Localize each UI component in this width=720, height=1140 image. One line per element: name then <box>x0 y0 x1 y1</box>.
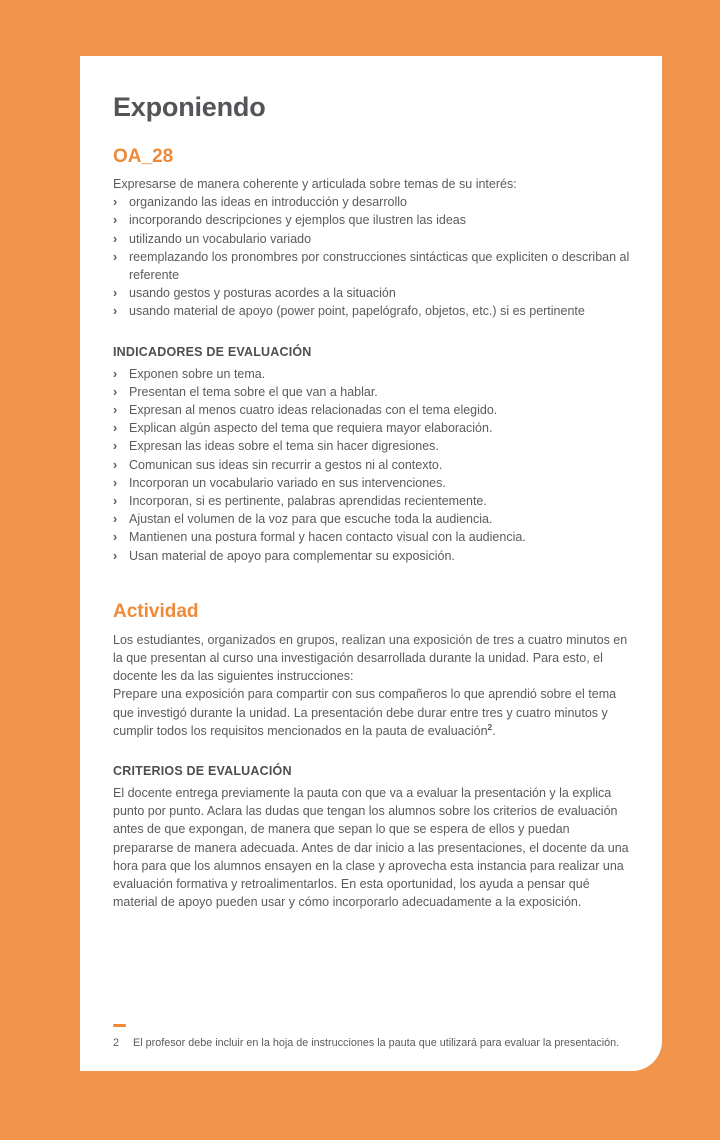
oa-intro: Expresarse de manera coherente y articulada sobre temas de su interés: <box>113 177 517 191</box>
bullet-text: Incorporan un vocabulario variado en sus intervenciones. <box>129 475 446 490</box>
bullet-marker: › <box>113 403 118 418</box>
bullet-text: usando material de apoyo (power point, papelógrafo, objetos, etc.) si es pertinente <box>129 304 585 319</box>
bullet-text: usando gestos y posturas acordes a la situación <box>129 286 396 301</box>
bullet-marker: › <box>113 494 118 509</box>
bullet-item <box>113 365 631 383</box>
activity-paragraph-2 <box>113 685 631 740</box>
bullet-item <box>113 547 631 565</box>
activity-paragraph-2-text: Prepare una exposición para compartir con sus compañeros lo que aprendió sobre el tema que investigó durante la unidad. La presentación debe durar entre tres y cuatro minutos y cumplir todos los requisitos mencionados en la pauta de evaluación <box>113 687 617 738</box>
bullet-item <box>113 401 631 419</box>
bullet-marker: › <box>113 384 118 399</box>
bullet-marker: › <box>113 304 118 319</box>
bullet-text: reemplazando los pronombres por construcciones sintácticas que expliciten o describan al referente <box>129 249 630 283</box>
bullet-marker: › <box>113 457 118 472</box>
document-content <box>113 92 631 912</box>
criteria-paragraph: El docente entrega previamente la pauta con que va a evaluar la presentación y la explica punto por punto. Aclara las dudas que tengan los alumnos sobre los criterios de evaluación antes de que expongan, de manera que sepan lo que se espera de ellos y puedan prepararse de manera adecuada. Antes de dar inicio a las presentaciones, el docente da una hora para que los alumnos ensayen en la clase y aprovecha esta instancia para realizar una evaluación formativa y retroalimentarlos. En esta oportunidad, los ayuda a pensar qué material de apoyo pueden usar y cómo incorporarlo adecuadamente a la exposición. <box>113 786 629 910</box>
document-card <box>80 56 662 1071</box>
bullet-text: organizando las ideas en introducción y desarrollo <box>129 195 407 210</box>
oa-bullet-list <box>113 193 631 320</box>
bullet-text: Presentan el tema sobre el que van a hablar. <box>129 384 378 399</box>
bullet-text: Usan material de apoyo para complementar su exposición. <box>129 548 455 563</box>
bullet-marker: › <box>113 421 118 436</box>
bullet-item <box>113 528 631 546</box>
bullet-marker: › <box>113 249 118 264</box>
footnote <box>113 1024 631 1050</box>
bullet-item <box>113 383 631 401</box>
activity-paragraph-2-suffix: . <box>492 723 496 738</box>
bullet-text: Explican algún aspecto del tema que requiera mayor elaboración. <box>129 421 493 436</box>
bullet-marker: › <box>113 548 118 563</box>
bullet-marker: › <box>113 231 118 246</box>
footnote-text: El profesor debe incluir en la hoja de instrucciones la pauta que utilizará para evaluar la presentación. <box>133 1037 620 1049</box>
activity-paragraph-1: Los estudiantes, organizados en grupos, realizan una exposición de tres a cuatro minutos en la que presentan al curso una investigación desarrollada durante la unidad. Para esto, el docente les da las siguientes instrucciones: <box>113 632 628 684</box>
bullet-item <box>113 211 631 229</box>
footnote-number: 2 <box>113 1037 120 1049</box>
bullet-marker: › <box>113 195 118 210</box>
bullet-marker: › <box>113 286 118 301</box>
bullet-item <box>113 419 631 437</box>
bullet-item <box>113 230 631 248</box>
page-title: Exponiendo <box>113 92 266 122</box>
bullet-marker: › <box>113 475 118 490</box>
criteria-heading: CRITERIOS DE EVALUACIÓN <box>113 764 292 779</box>
bullet-marker: › <box>113 439 118 454</box>
footnote-ref-superscript: 2 <box>487 721 493 732</box>
bullet-text: utilizando un vocabulario variado <box>129 231 312 246</box>
footnote-divider <box>113 1024 126 1027</box>
bullet-marker: › <box>113 213 118 228</box>
bullet-text: incorporando descripciones y ejemplos que ilustren las ideas <box>129 213 466 228</box>
indicators-bullet-list <box>113 365 631 565</box>
bullet-text: Ajustan el volumen de la voz para que escuche toda la audiencia. <box>129 512 493 527</box>
bullet-item <box>113 284 631 302</box>
bullet-item <box>113 456 631 474</box>
bullet-text: Exponen sobre un tema. <box>129 366 266 381</box>
bullet-item <box>113 248 631 284</box>
bullet-text: Mantienen una postura formal y hacen contacto visual con la audiencia. <box>129 530 526 545</box>
bullet-text: Incorporan, si es pertinente, palabras aprendidas recientemente. <box>129 494 487 509</box>
bullet-marker: › <box>113 366 118 381</box>
footnote-row <box>113 1036 631 1050</box>
bullet-item <box>113 302 631 320</box>
oa-heading: OA_28 <box>113 146 174 167</box>
bullet-text: Comunican sus ideas sin recurrir a gestos ni al contexto. <box>129 457 443 472</box>
bullet-item <box>113 510 631 528</box>
bullet-item <box>113 474 631 492</box>
indicators-heading: INDICADORES DE EVALUACIÓN <box>113 344 312 359</box>
bullet-marker: › <box>113 512 118 527</box>
activity-heading: Actividad <box>113 600 199 622</box>
bullet-item <box>113 193 631 211</box>
bullet-marker: › <box>113 530 118 545</box>
bullet-item <box>113 492 631 510</box>
bullet-text: Expresan al menos cuatro ideas relacionadas con el tema elegido. <box>129 403 498 418</box>
bullet-text: Expresan las ideas sobre el tema sin hacer digresiones. <box>129 439 439 454</box>
bullet-item <box>113 437 631 455</box>
